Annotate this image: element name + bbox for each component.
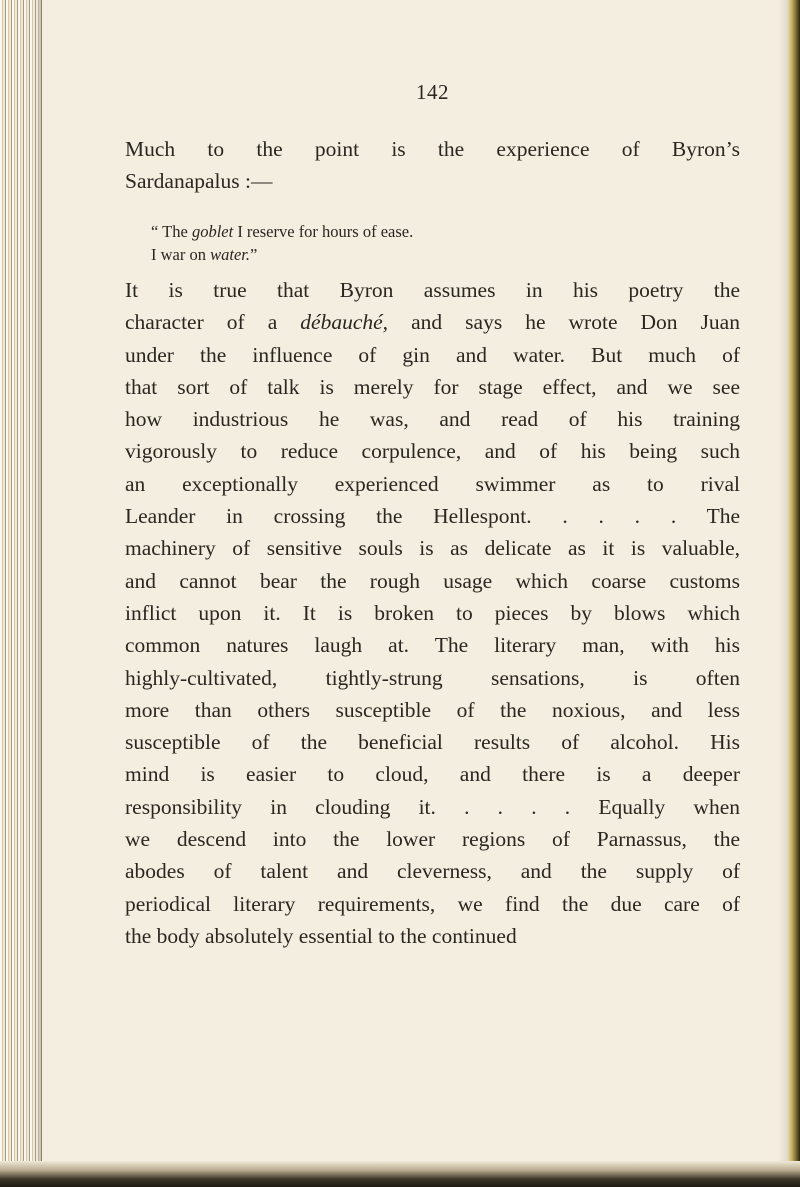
text-line: It is true that Byron assumes in his poetry the	[125, 278, 740, 302]
text-line: more than others susceptible of the noxious, and less	[125, 697, 740, 722]
page-shadow	[778, 0, 788, 1187]
text-line: vigorously to reduce corpulence, and of his being such	[125, 439, 740, 464]
paragraph-main	[125, 274, 740, 952]
text-line: an exceptionally experienced swimmer as to rival	[125, 471, 740, 496]
quote-text: I reserve for hours of ease.	[233, 222, 414, 241]
text-line: mind is easier to cloud, and there is a deeper	[125, 762, 740, 787]
text-line: periodical literary requirements, we find the due care of	[125, 891, 740, 916]
text-line	[125, 306, 740, 338]
text-line: that sort of talk is merely for stage effect, and we see	[125, 374, 740, 399]
book-bottom-edge	[0, 1161, 800, 1187]
text-line: we descend into the lower regions of Parnassus, the	[125, 827, 740, 852]
italic-word: débauché,	[300, 310, 389, 335]
text-line: the body absolutely essential to the continued	[125, 923, 517, 948]
quote-text: I war on	[151, 245, 211, 264]
text-line: highly-cultivated, tightly-strung sensations, is often	[125, 665, 740, 690]
text-line: abodes of talent and cleverness, and the supply of	[125, 859, 740, 884]
block-quote	[151, 220, 413, 266]
text-line: machinery of sensitive souls is as delicate as it is valuable,	[125, 536, 740, 561]
text-line: under the influence of gin and water. But much of	[125, 342, 740, 367]
book-spine-edge	[0, 0, 42, 1187]
quote-italic: goblet	[191, 222, 234, 241]
text-line: how industrious he was, and read of his training	[125, 407, 740, 432]
text-line: inflict upon it. It is broken to pieces by blows which	[125, 600, 740, 625]
quote-text: “ The	[151, 222, 192, 241]
text-line: susceptible of the beneficial results of alcohol. His	[125, 730, 740, 755]
book-binding-edge	[788, 0, 800, 1187]
quote-text: ”	[250, 245, 258, 264]
text-line: Leander in crossing the Hellespont. . . . . The	[125, 504, 740, 529]
quote-line	[151, 220, 413, 243]
quote-italic: water.	[210, 245, 250, 264]
text-line: and cannot bear the rough usage which coarse customs	[125, 568, 740, 593]
text-span: and says he wrote Don Juan	[388, 310, 740, 335]
text-line: Sardanapalus :—	[125, 169, 273, 194]
text-line: Much to the point is the experience of Byron’s	[125, 137, 740, 161]
text-line: common natures laugh at. The literary man, with his	[125, 633, 740, 658]
paragraph-intro	[125, 133, 740, 198]
text-span: character of a	[125, 310, 301, 335]
page-number: 142	[416, 80, 449, 104]
quote-line	[151, 243, 413, 266]
text-line: responsibility in clouding it. . . . . Equally when	[125, 794, 740, 819]
